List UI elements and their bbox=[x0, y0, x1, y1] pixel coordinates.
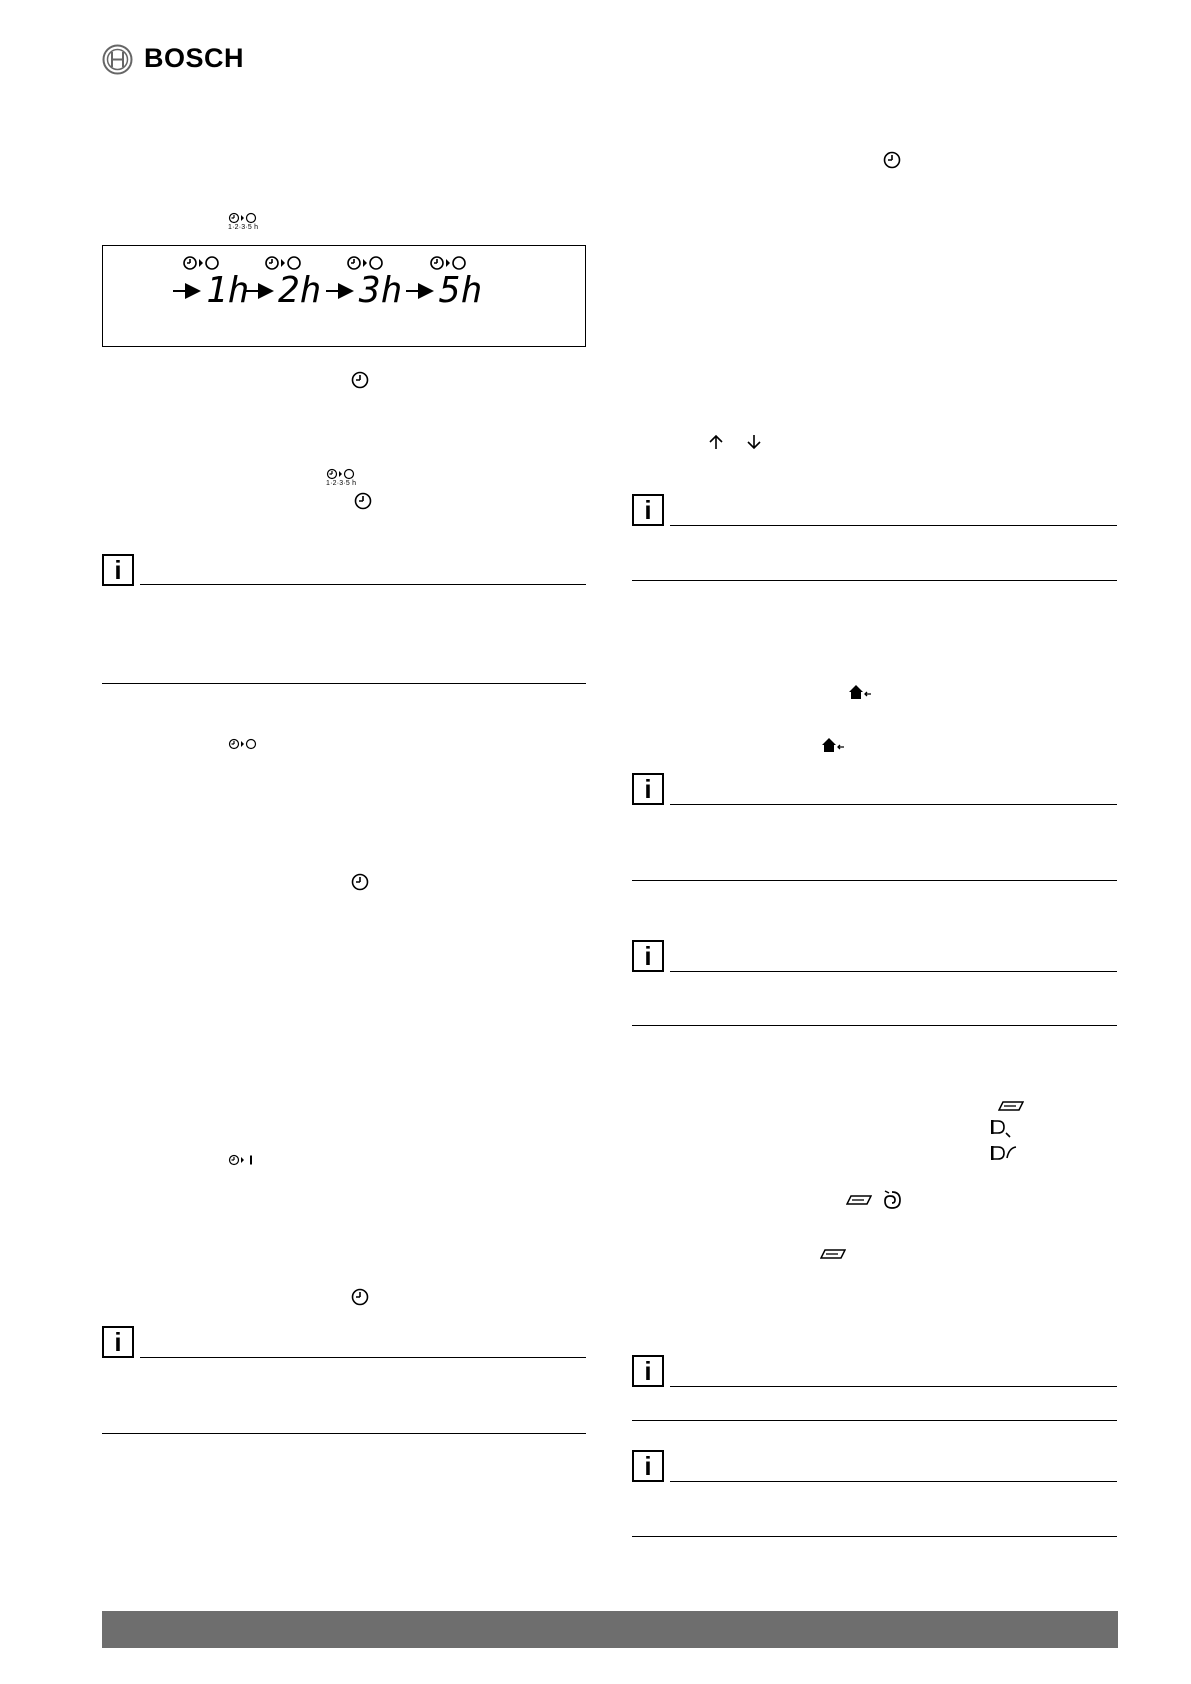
info-rule-bottom bbox=[102, 1433, 586, 1434]
filter-icon bbox=[820, 1248, 846, 1260]
arrow-right-icon bbox=[326, 281, 356, 301]
timer-off-icon bbox=[264, 255, 304, 271]
timer-off-icon bbox=[346, 255, 386, 271]
display-illustration bbox=[102, 245, 586, 347]
info-rule-bottom bbox=[632, 1536, 1117, 1537]
info-rule-top bbox=[140, 584, 586, 585]
home-away-icon bbox=[848, 684, 872, 700]
clock-icon bbox=[351, 873, 369, 891]
info-icon: i bbox=[632, 940, 664, 972]
timer-off-icon bbox=[326, 468, 356, 480]
arrow-right-icon bbox=[246, 281, 276, 301]
timer-off-icon bbox=[182, 255, 222, 271]
info-icon: i bbox=[102, 554, 134, 586]
arrow-right-icon bbox=[406, 281, 436, 301]
home-away-icon bbox=[821, 737, 845, 753]
clock-icon bbox=[354, 492, 372, 510]
clock-icon bbox=[351, 1288, 369, 1306]
info-icon: i bbox=[632, 773, 664, 805]
brand-name: BOSCH bbox=[144, 43, 245, 73]
filter-icon bbox=[998, 1100, 1024, 1112]
info-rule-bottom bbox=[632, 580, 1117, 581]
timer-step-2h: 2h bbox=[278, 270, 322, 311]
fan-speed-icon bbox=[990, 1118, 1012, 1138]
fan-speed-icon bbox=[990, 1144, 1018, 1164]
swirl-icon bbox=[881, 1189, 903, 1211]
arrow-down-icon bbox=[746, 434, 762, 450]
arrow-up-icon bbox=[708, 434, 724, 450]
timer-sub-label: 1·2·3·5 h bbox=[326, 480, 357, 487]
clock-icon bbox=[883, 151, 901, 169]
info-rule-bottom bbox=[102, 683, 586, 684]
info-icon: i bbox=[632, 1450, 664, 1482]
timer-sub-label: 1·2·3·5 h bbox=[228, 224, 259, 231]
info-icon: i bbox=[102, 1326, 134, 1358]
timer-step-1h: 1h bbox=[206, 270, 250, 311]
info-rule-bottom bbox=[632, 880, 1117, 881]
info-rule-bottom bbox=[632, 1025, 1117, 1026]
info-rule-bottom bbox=[632, 1420, 1117, 1421]
timer-on-icon bbox=[228, 1154, 258, 1166]
bosch-armature-logo bbox=[102, 44, 133, 75]
info-rule-top bbox=[670, 971, 1117, 972]
info-rule-top bbox=[670, 1481, 1117, 1482]
header-logo bbox=[102, 43, 245, 76]
arrow-right-icon bbox=[173, 281, 203, 301]
info-rule-top bbox=[140, 1357, 586, 1358]
timer-step-5h: 5h bbox=[439, 270, 483, 311]
info-rule-top bbox=[670, 804, 1117, 805]
timer-off-icon bbox=[228, 738, 258, 750]
info-icon: i bbox=[632, 1355, 664, 1387]
footer-bar bbox=[102, 1611, 1118, 1648]
info-icon: i bbox=[632, 494, 664, 526]
timer-step-3h: 3h bbox=[359, 270, 403, 311]
clock-icon bbox=[351, 371, 369, 389]
timer-off-icon bbox=[228, 212, 258, 224]
filter-icon bbox=[846, 1194, 872, 1206]
info-rule-top bbox=[670, 525, 1117, 526]
timer-off-icon bbox=[429, 255, 469, 271]
info-rule-top bbox=[670, 1386, 1117, 1387]
